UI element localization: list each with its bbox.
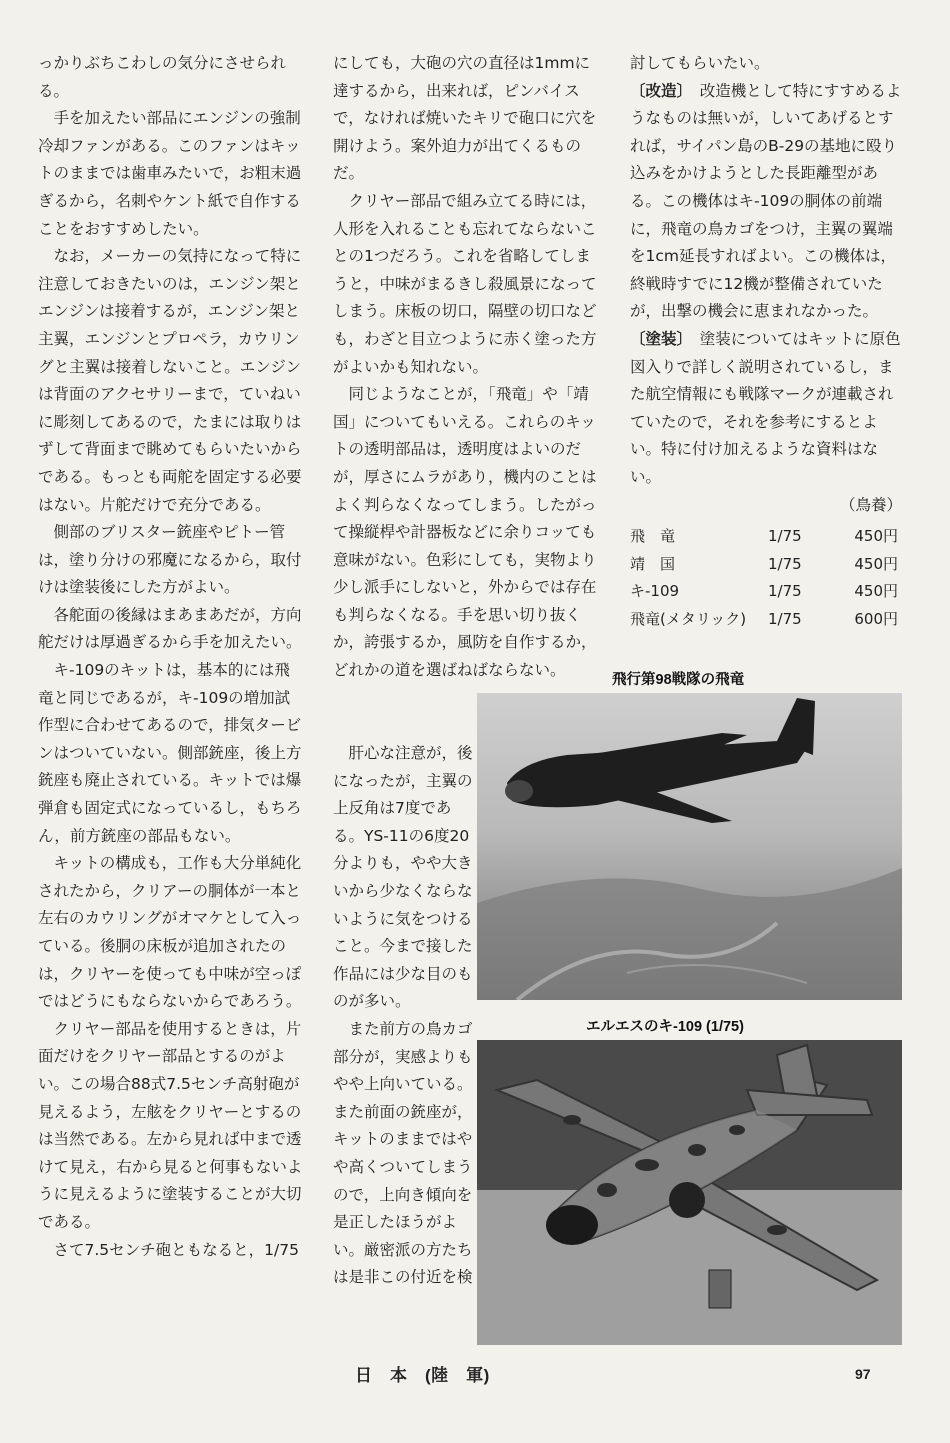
price-row [630,578,898,606]
photo-flying-bomber [477,693,902,1000]
article-column-2-narrow [333,740,473,1292]
paragraph [333,188,601,381]
kit-name: 飛竜(メタリック) [630,609,747,628]
price-row [630,606,898,634]
photo-caption-2: エルエスのキ-109 (1/75) [586,1019,744,1035]
paragraph-text: キットの構成も，工作も大分単純化されたから，クリアーの胴体が一本と左右のカウリングがオマケとして入っている。後胴の床板が追加されたのは，クリヤーを使っても中味が空っぽではどうにもならないからであろう。 [38,854,302,1011]
section-tag: 〔改造〕 [630,81,685,100]
kit-name: 飛 竜 [630,527,676,546]
kit-price: 450円 [854,554,898,573]
kit-scale: 1/75 [768,554,802,573]
price-table [630,523,898,633]
kit-scale: 1/75 [768,609,802,628]
paragraph [38,850,303,1016]
paragraph-text: なお，メーカーの気持になって特に注意しておきたいのは，エンジン架とエンジンは接着するが，エンジン架と主翼，エンジンとプロペラ，カウリングと主翼は接着しないこと。エンジンは背面のアクセサリーまで，ていねいに彫刻してあるので，たまには取りはずして背面まで眺めてもらいたいからである。もっとも両舵を固定する必要はない。片舵だけで充分である。 [38,247,302,514]
paragraph [630,50,902,78]
paragraph-text: っかりぶちこわしの気分にさせられる。 [38,54,287,100]
paragraph-text: にしても，大砲の穴の直径は1mmに達するから，出来れば，ピンバイスで，なければ焼いたキリで砲口に穴を開けよう。案外迫力が出てくるものだ。 [333,54,597,183]
section-tag: 〔塗装〕 [630,329,685,348]
paragraph-text: 側部のブリスター銃座やピトー管は，塗り分けの邪魔になるから，取付けは塗装後にした方がよい。 [38,523,302,597]
section-title: 日 本 (陸 軍) [355,1366,490,1385]
paragraph-text: また前方の鳥カゴ部分が，実感よりもやや上向いている。また前面の銃座が，キットのままではやや高くついてしまうので，上向き傾向を是正したほうがよい。厳密派の方たちは是非この付近を検 [333,1019,473,1287]
photo-caption-1: 飛行第98戦隊の飛竜 [612,672,745,688]
paragraph-text: クリヤー部品で組み立てる時には，人形を入れることも忘れてならないことの1つだろう。これを省略してしまうと，中味がまるきし殺風景になってしまう。床板の切口，隔壁の切口なども，わざと目立つように赤く塗った方がよいかも知れない。 [333,191,597,376]
paragraph [38,602,303,657]
photo-model-kit [477,1040,902,1345]
paragraph [38,243,303,519]
paragraph [38,105,303,243]
paragraph-text: 手を加えたい部品にエンジンの強制冷却ファンがある。このファンはキットのままでは歯車みたいで，お粗末過ぎるから，名刺やケント紙で自作することをおすすめしたい。 [38,109,302,238]
price-row [630,551,898,579]
paragraph-text: 同じようなことが，「飛竜」や「靖国」についてもいえる。これらのキットの透明部品は，透明度はよいのだが，厚さにムラがあり，機内のことはよく判らなくなってしまう。したがって操縦桿や計器板などに余りコッても意味がない。色彩にしても，実物より少し派手にしないと，外からでは存在も判らなくなる。手を思い切り抜くか，誇張するか，風防を自作するか，どれかの道を選ばねばならない。 [333,385,597,680]
paragraph-text: 塗装についてはキットに原色図入りで詳しく説明されているし，また航空情報にも戦隊マークが連載されていたので，それを参考にするとよい。特に付け加えるような資料はない。 [630,329,901,486]
paragraph [38,1016,303,1237]
paragraph [333,381,601,685]
kit-price: 450円 [854,527,898,546]
paragraph-text: 各舵面の後縁はまあまあだが，方向舵だけは厚過ぎるから手を加えたい。 [38,605,302,652]
paragraph [333,1016,473,1292]
article-column-2 [333,50,601,685]
bomber-in-flight-image [477,693,902,1000]
paragraph-text: さて7.5センチ砲ともなると，1/75 [53,1240,299,1259]
kit-name: キ-109 [630,582,680,601]
kit-scale: 1/75 [768,527,802,546]
paragraph [38,1237,303,1265]
page-number: 97 [855,1366,871,1382]
paragraph-text: 肝心な注意が，後になったが，主翼の上反角は7度である。YS-11の6度20分よりも，やや大きいから少なくならないように気をつけること。今まで接した作品には少な目のものが多い。 [333,744,473,1011]
paragraph [38,50,303,105]
paragraph-text: クリヤー部品を使用するときは，片面だけをクリヤー部品とするのがよい。この場合88式7.5センチ高射砲が見えるよう，左舷をクリヤーとするのは当然である。左から見れば中まで透けて見え，右から見ると何事もないように見えるように塗装することが大切である。 [38,1019,303,1231]
kit-price: 600円 [854,609,898,628]
article-column-1 [38,50,303,1264]
paragraph [38,519,303,602]
kit-name: 靖 国 [630,554,676,573]
paragraph-text: キ-109のキットは，基本的には飛竜と同じであるが，キ-109の増加試作型に合わせてあるので，排気タービンはついていない。側部銃座，後上方銃座も廃止されている。キットでは爆弾倉も固定式になっているし，もちろん，前方銃座の部品もない。 [38,661,302,845]
paragraph [38,657,303,850]
kit-price: 450円 [854,582,898,601]
author-credit: （鳥養） [839,495,902,514]
kit-scale: 1/75 [768,582,802,601]
paragraph [630,326,902,492]
paragraph-text: 討してもらいたい。 [630,54,770,72]
model-aircraft-image [477,1040,902,1345]
paragraph [333,740,473,1016]
paragraph [630,78,902,326]
price-row [630,523,898,551]
paragraph [333,50,601,188]
article-column-3 [630,50,902,633]
paragraph-text: 改造機として特にすすめるようなものは無いが，しいてあげるとすれば，サイパン島のB-29の基地に殴り込みをかけようとした長距離型がある。この機体はキ-109の胴体の前端に，飛竜の鳥カゴをつけ，主翼の翼端を1cm延長すればよい。この機体は，終戦時すでに12機が整備されていたが，出撃の機会に恵まれなかった。 [630,81,902,321]
column-3-text [630,50,902,492]
